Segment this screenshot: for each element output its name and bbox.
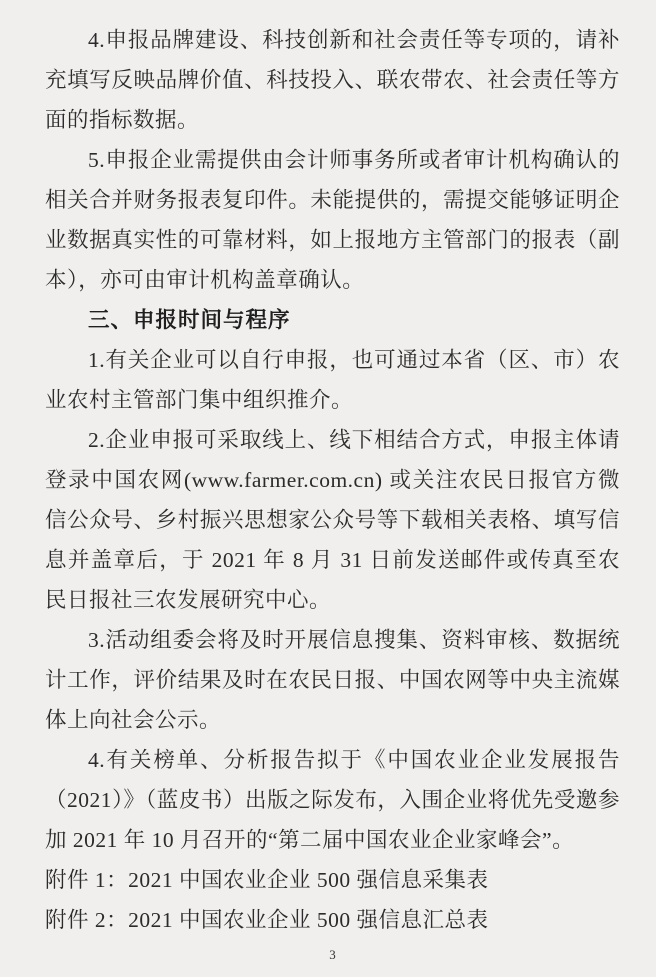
paragraph-self-application: 1.有关企业可以自行申报，也可通过本省（区、市）农业农村主管部门集中组织推介。 <box>45 348 620 412</box>
paragraph-online-offline-application: 2.企业申报可采取线上、线下相结合方式，申报主体请登录中国农网(www.farmer.com.cn) 或关注农民日报官方微信公众号、乡村振兴思想家公众号等下载相关表格、填写信息并盖章后，于 2021 年 8 月 31 日前发送邮件或传真至农民日报社三农发展研究中心。 <box>45 428 620 612</box>
paragraph-report-release: 4.有关榜单、分析报告拟于《中国农业企业发展报告（2021）》（蓝皮书）出版之际发布，入围企业将优先受邀参加 2021 年 10 月召开的“第二届中国农业企业家峰会”。 <box>45 748 620 852</box>
document-body <box>45 20 620 940</box>
paragraph-special-projects: 4.申报品牌建设、科技创新和社会责任等专项的，请补充填写反映品牌价值、科技投入、联农带农、社会责任等方面的指标数据。 <box>45 28 620 132</box>
page-footer <box>45 946 620 964</box>
section-heading-application-time-procedure: 三、申报时间与程序 <box>88 308 291 332</box>
attachment-line-2: 附件 2：2021 中国农业企业 500 强信息汇总表 <box>45 908 489 932</box>
page-number: 3 <box>329 947 336 962</box>
attachment-line-1: 附件 1：2021 中国农业企业 500 强信息采集表 <box>45 868 489 892</box>
paragraph-financial-statements: 5.申报企业需提供由会计师事务所或者审计机构确认的相关合并财务报表复印件。未能提供的，需提交能够证明企业数据真实性的可靠材料，如上报地方主管部门的报表（副本），亦可由审计机构盖章确认。 <box>45 148 620 292</box>
paragraph-committee-review: 3.活动组委会将及时开展信息搜集、资料审核、数据统计工作，评价结果及时在农民日报、中国农网等中央主流媒体上向社会公示。 <box>45 628 620 732</box>
